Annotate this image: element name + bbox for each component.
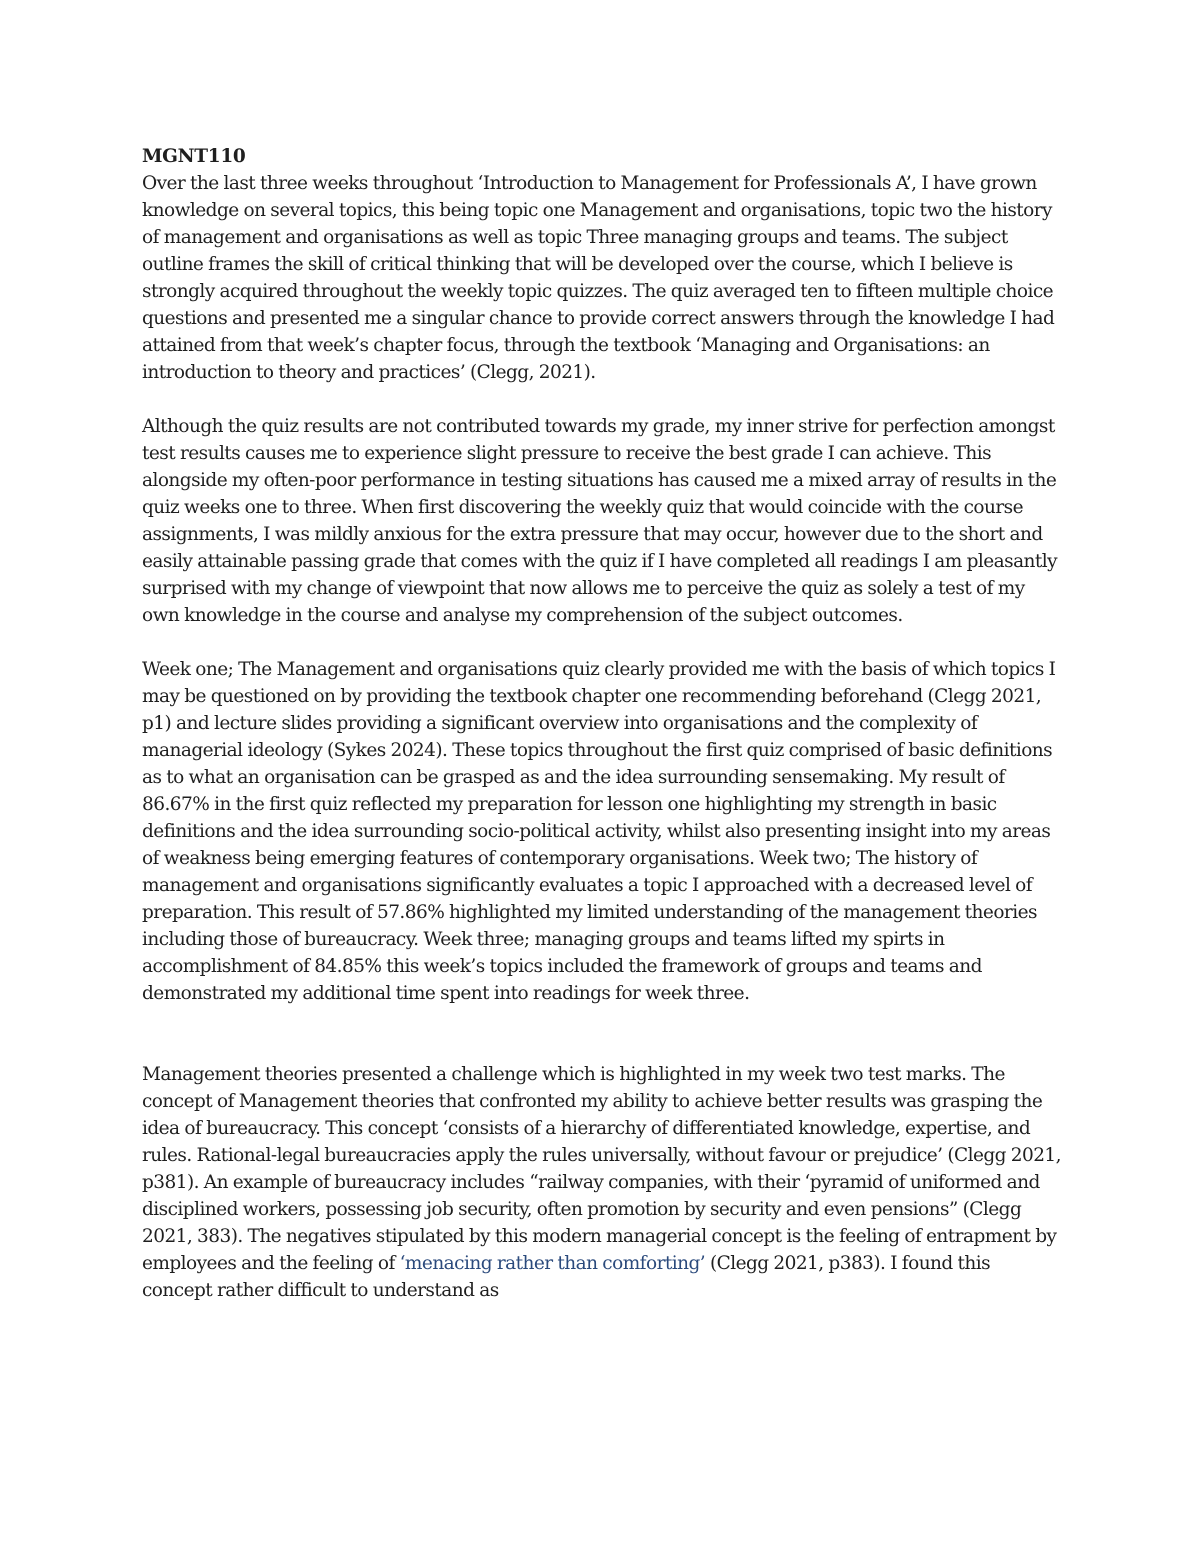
paragraph-intro: Over the last three weeks throughout ‘Introduction to Management for Professionals A’, I have grown knowledge on several topics, this being topic one Management and organisations, topic two the history of management and organisations as well as topic Three managing groups and teams. The subject outline frames the skill of critical thinking that will be developed over the course, which I believe is strongly acquired throughout the weekly topic quizzes. The quiz averaged ten to fifteen multiple choice questions and presented me a singular chance to provide correct answers through the knowledge I had attained from that week’s chapter focus, through the textbook ‘Managing and Organisations: an introduction to theory and practices’ (Clegg, 2021). [142,173,1055,383]
paragraph-management-theories [142,1061,1062,1304]
paragraph-text: Management theories presented a challenge which is highlighted in my week two test marks. The concept of Management theories that confronted my ability to achieve better results was grasping the idea of bureaucracy. This concept ‘consists of a hierarchy of differentiated knowledge, expertise, and rules. Rational-legal bureaucracies apply the rules universally, without favour or prejudice’ (Clegg 2021, p381). An example of bureaucracy includes “railway companies, with their ‘pyramid of uniformed and disciplined workers, possessing job security, often promotion by security and even pensions” (Clegg 2021, 383). The negatives stipulated by this modern managerial concept is the feeling of entrapment by employees and the feeling of [142,1064,1061,1274]
paragraph-weekly-results: Week one; The Management and organisations quiz clearly provided me with the basis of which topics I may be questioned on by providing the textbook chapter one recommending beforehand (Clegg 2021, p1) and lecture slides providing a significant overview into organisations and the complexity of managerial ideology (Sykes 2024). These topics throughout the first quiz comprised of basic definitions as to what an organisation can be grasped as and the idea surrounding sensemaking. My result of 86.67% in the first quiz reflected my preparation for lesson one highlighting my strength in basic definitions and the idea surrounding socio-political activity, whilst also presenting insight into my areas of weakness being emerging features of contemporary organisations. Week two; The history of management and organisations significantly evaluates a topic I approached with a decreased level of preparation. This result of 57.86% highlighted my limited understanding of the management theories including those of bureaucracy. Week three; managing groups and teams lifted my spirts in accomplishment of 84.85% this week’s topics included the framework of groups and teams and demonstrated my additional time spent into readings for week three. [142,659,1056,1004]
paragraph-spacer [142,386,1062,413]
document-title: MGNT110 [142,146,246,167]
highlighted-quote: ‘menacing rather than comforting’ [399,1253,706,1274]
paragraph-spacer [142,1007,1062,1061]
paragraph-quiz-reflection: Although the quiz results are not contributed towards my grade, my inner strive for perfection amongst test results causes me to experience slight pressure to receive the best grade I can achieve. This alongside my often-poor performance in testing situations has caused me a mixed array of results in the quiz weeks one to three. When first discovering the weekly quiz that would coincide with the course assignments, I was mildly anxious for the extra pressure that may occur, however due to the short and easily attainable passing grade that comes with the quiz if I have completed all readings I am pleasantly surprised with my change of viewpoint that now allows me to perceive the quiz as solely a test of my own knowledge in the course and analyse my comprehension of the subject outcomes. [142,416,1058,626]
paragraph-text: (Clegg 2021, p383). I found this concept rather difficult to understand as [142,1253,991,1301]
document-body [142,143,1062,1304]
paragraph-spacer [142,629,1062,656]
